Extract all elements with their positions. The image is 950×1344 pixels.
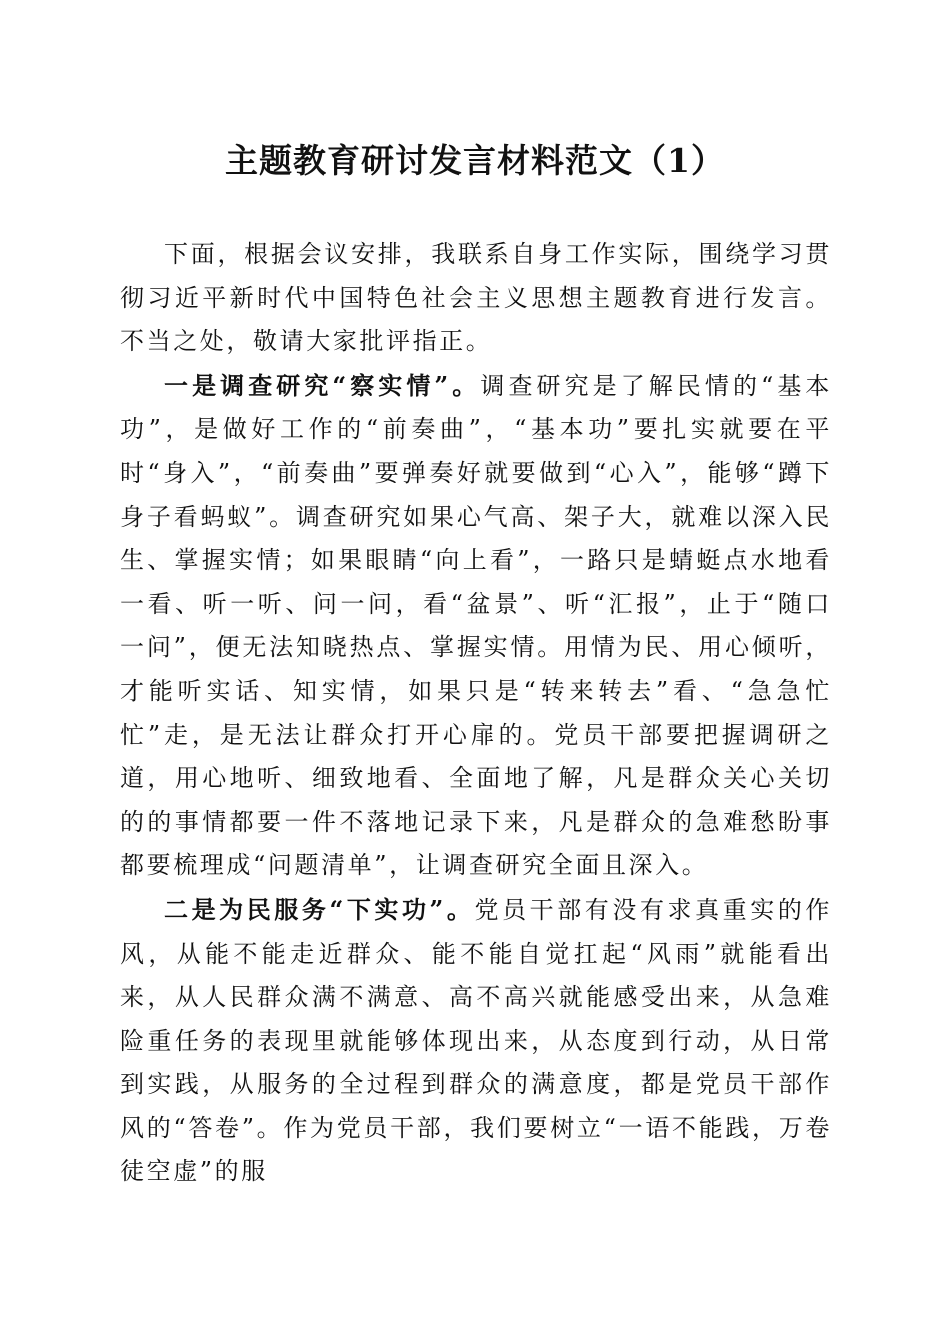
paragraph-service [120,888,832,1194]
paragraph-lead: 二是为民服务“下实功”。 [164,894,475,924]
paragraph-text: 党员干部有没有求真重实的作风，从能不能走近群众、能不能自觉扛起“风雨”就能看出来，从人民群众满不满意、高不高兴就能感受出来，从急难险重任务的表现里就能够体现出来，从态度到行动，从日常到实践，从服务的全过程到群众的满意度，都是党员干部作风的“答卷”。作为党员干部，我们要树立“一语不能践，万卷徒空虚”的服 [120,895,832,1186]
paragraph-investigation [120,364,832,888]
document-body [120,232,832,1194]
paragraph-lead: 一是调查研究“察实情”。 [164,370,481,400]
paragraph-text: 下面，根据会议安排，我联系自身工作实际，围绕学习贯彻习近平新时代中国特色社会主义思想主题教育进行发言。不当之处，敬请大家批评指正。 [120,240,832,356]
paragraph-text: 调查研究是了解民情的“基本功”，是做好工作的“前奏曲”，“基本功”要扎实就要在平时“身入”，“前奏曲”要弹奏好就要做到“心入”，能够“蹲下身子看蚂蚁”。调查研究如果心气高、架子大，就难以深入民生、掌握实情；如果眼睛“向上看”，一路只是蜻蜓点水地看一看、听一听、问一问，看“盆景”、听“汇报”，止于“随口一问”，便无法知晓热点、掌握实情。用情为民、用心倾听，才能听实话、知实情，如果只是“转来转去”看、“急急忙忙”走，是无法让群众打开心扉的。党员干部要把握调研之道，用心地听、细致地看、全面地了解，凡是群众关心关切的的事情都要一件不落地记录下来，凡是群众的急难愁盼事都要梳理成“问题清单”，让调查研究全面且深入。 [120,371,832,880]
paragraph-intro [120,232,832,364]
document-title: 主题教育研讨发言材料范文（1） [225,141,725,180]
